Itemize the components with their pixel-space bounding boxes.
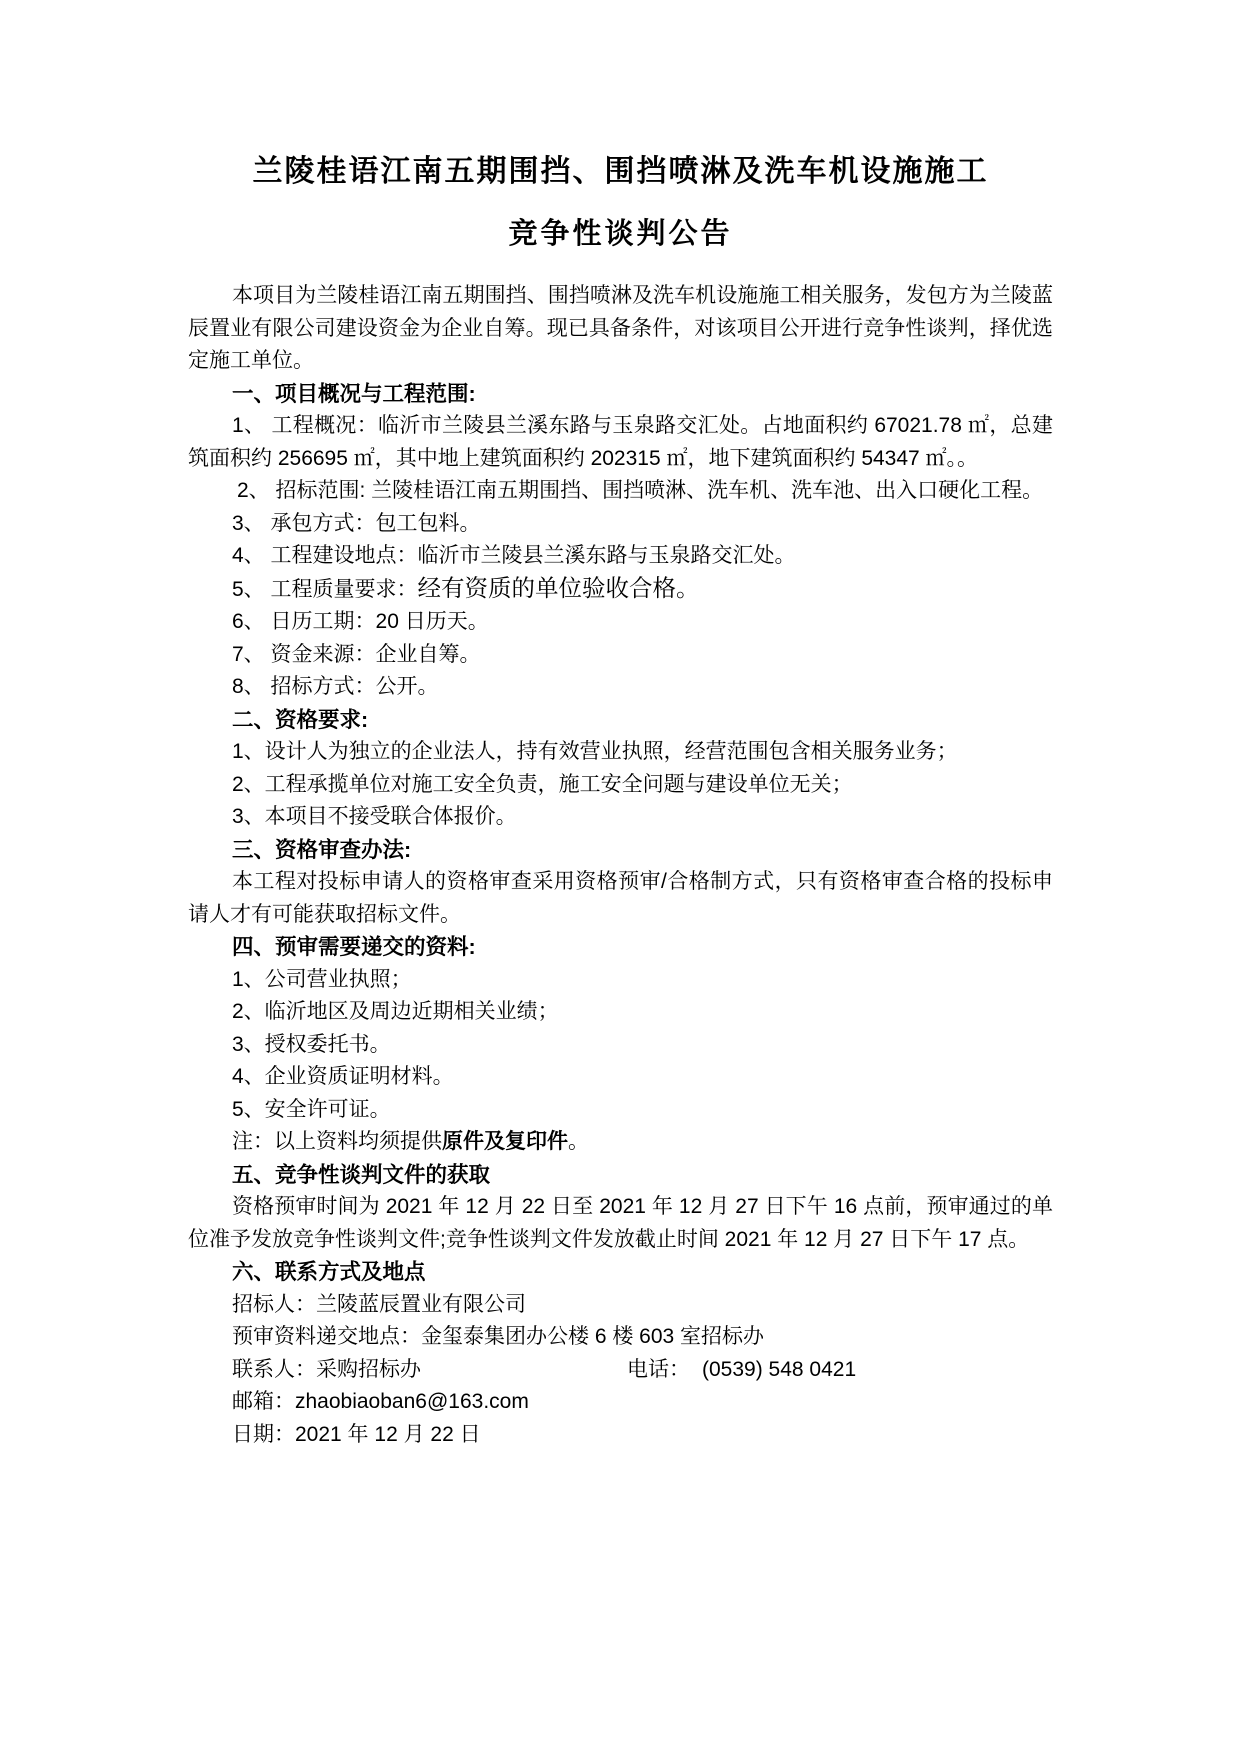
document-title: 兰陵桂语江南五期围挡、围挡喷淋及洗车机设施施工 bbox=[252, 155, 989, 188]
intro-paragraph: 本项目为兰陵桂语江南五期围挡、围挡喷淋及洗车机设施施工相关服务，发包方为兰陵蓝辰置业有限公司建设资金为企业自筹。现已具备条件，对该项目公开进行竞争性谈判，择优选定施工单位。 bbox=[188, 284, 1053, 372]
note-prefix: 注：以上资料均须提供 bbox=[232, 1130, 442, 1153]
section-4-item-authorization: 3、授权委托书。 bbox=[232, 1032, 391, 1056]
section-4-item-achievements: 2、临沂地区及周边近期相关业绩； bbox=[232, 1000, 559, 1023]
section-1-item-location: 4、 工程建设地点：临沂市兰陵县兰溪东路与玉泉路交汇处。 bbox=[232, 544, 796, 567]
section-1-item-funding: 7、 资金来源：企业自筹。 bbox=[232, 642, 481, 666]
document-subtitle: 竞争性谈判公告 bbox=[508, 218, 733, 250]
note-suffix: 。 bbox=[568, 1130, 589, 1153]
section-4-item-license: 1、公司营业执照； bbox=[232, 967, 412, 991]
section-4-heading: 四、预审需要递交的资料: bbox=[232, 935, 476, 959]
section-1-item-contracting: 3、 承包方式：包工包料。 bbox=[232, 511, 481, 535]
contact-date: 日期：2021 年 12 月 22 日 bbox=[232, 1422, 481, 1446]
contact-email: 邮箱：zhaobiaoban6@163.com bbox=[232, 1390, 529, 1413]
section-4-item-qualification: 4、企业资质证明材料。 bbox=[232, 1065, 454, 1088]
quality-requirement-label: 5、 工程质量要求： bbox=[232, 577, 418, 601]
section-1-item-quality bbox=[188, 573, 1053, 607]
section-3-paragraph: 本工程对投标申请人的资格审查采用资格预审/合格制方式，只有资格审查合格的投标申请人才有可能获取招标文件。 bbox=[188, 870, 1053, 926]
contact-submission-location: 预审资料递交地点：金玺泰集团办公楼 6 楼 603 室招标办 bbox=[232, 1325, 765, 1348]
section-1-item-duration: 6、 日历工期：20 日历天。 bbox=[232, 610, 489, 633]
section-5-paragraph: 资格预审时间为 2021 年 12 月 22 日至 2021 年 12 月 27 日下午 16 点前，预审通过的单位准予发放竞争性谈判文件;竞争性谈判文件发放截止时间 2021 年 12 月 27 日下午 17 点。 bbox=[188, 1195, 1053, 1251]
section-3-heading: 三、资格审查办法: bbox=[232, 837, 412, 862]
note-bold-text: 原件及复印件 bbox=[442, 1130, 568, 1153]
section-4-note bbox=[188, 1126, 1053, 1159]
section-5-heading: 五、竞争性谈判文件的获取 bbox=[232, 1162, 491, 1187]
section-1-item-overview: 1、 工程概况：临沂市兰陵县兰溪东路与玉泉路交汇处。占地面积约 67021.78 ㎡，总建筑面积约 256695 ㎡，其中地上建筑面积约 202315 ㎡，地下建筑面积约 54347 ㎡。。 bbox=[188, 414, 1053, 470]
section-4-item-safety-permit: 5、安全许可证。 bbox=[232, 1097, 391, 1121]
section-1-item-scope: 2、 招标范围: 兰陵桂语江南五期围挡、围挡喷淋、洗车机、洗车池、出入口硬化工程。 bbox=[237, 479, 1044, 502]
section-2-heading: 二、资格要求: bbox=[232, 707, 369, 732]
contact-person-phone-row bbox=[188, 1354, 1053, 1387]
section-1-item-method: 8、 招标方式：公开。 bbox=[232, 675, 439, 698]
phone-label: 电话： bbox=[627, 1357, 690, 1381]
section-2-item-safety: 2、工程承揽单位对施工安全负责，施工安全问题与建设单位无关； bbox=[232, 772, 853, 796]
contact-bidder: 招标人：兰陵蓝辰置业有限公司 bbox=[232, 1292, 526, 1316]
phone-value: (0539) 548 0421 bbox=[702, 1357, 857, 1381]
section-6-heading: 六、联系方式及地点 bbox=[232, 1260, 426, 1284]
section-1-heading: 一、项目概况与工程范围: bbox=[232, 381, 476, 406]
section-2-item-legal-entity: 1、设计人为独立的企业法人，持有效营业执照，经营范围包含相关服务业务； bbox=[232, 740, 958, 763]
quality-requirement-value: 经有资质的单位验收合格。 bbox=[417, 575, 700, 602]
contact-person: 联系人：采购招标办 bbox=[232, 1357, 421, 1381]
section-2-item-no-consortium: 3、本项目不接受联合体报价。 bbox=[232, 805, 517, 828]
